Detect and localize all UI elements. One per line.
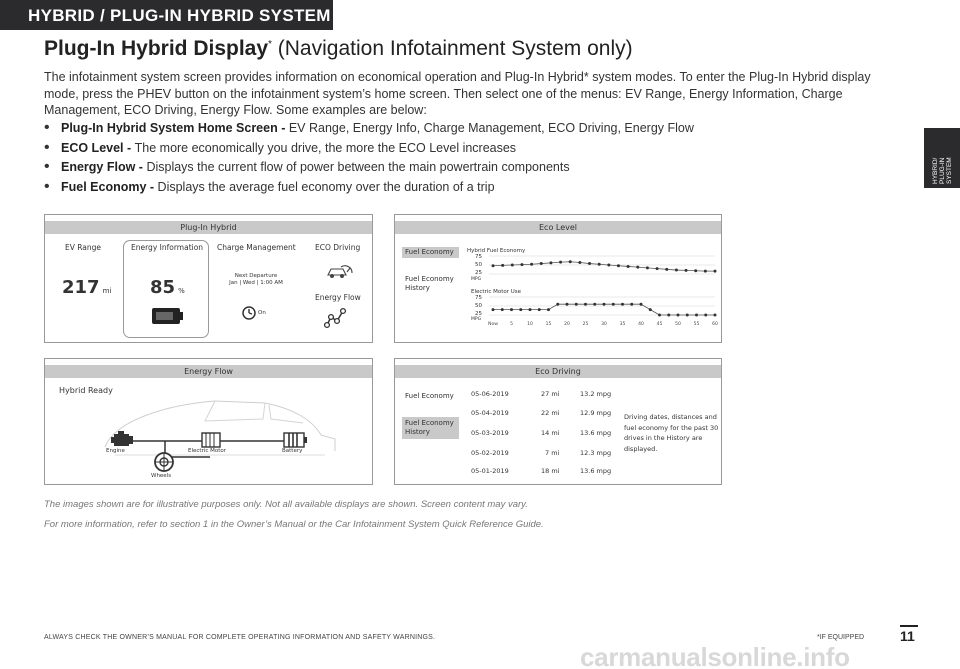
data-point [649,308,652,311]
data-point [501,264,504,267]
phev-home-screen [44,214,373,343]
history-mpg: 12.9 mpg [580,409,612,417]
data-point [646,266,649,269]
x-tick-label: Now [488,322,498,327]
data-point [584,303,587,306]
x-tick-label: 10 [527,322,533,327]
motor-label: Electric Motor [188,448,227,454]
data-point [603,303,606,306]
data-point [569,260,572,263]
engine-icon [111,431,133,449]
history-mpg: 13.2 mpg [580,390,612,398]
x-tick-label: 55 [693,322,700,327]
y-unit: MPG [471,277,482,282]
y-tick: 75 [475,254,482,260]
y-tick: 25 [475,270,482,276]
title-subtitle: (Navigation Infotainment System only) [271,37,633,60]
energy-flow-screen [44,358,373,485]
x-tick-label: 15 [545,322,552,327]
energy-flow-menu[interactable]: Energy Flow [315,293,361,302]
data-point [530,263,533,266]
list-item: • Fuel Economy - Displays the average fuel economy over the duration of a trip [44,180,904,200]
x-tick-label: 30 [601,322,607,327]
history-date: 05-02-2019 [471,449,509,457]
history-distance: 27 mi [541,390,560,398]
x-tick-label: 35 [619,322,626,327]
electric-motor-icon [201,431,221,449]
panel-header: Energy Flow [45,365,372,378]
data-point [593,303,596,306]
history-mpg: 13.6 mpg [580,467,612,475]
history-date: 05-06-2019 [471,390,509,398]
history-distance: 18 mi [541,467,560,475]
history-date: 05-04-2019 [471,409,509,417]
y-tick: 25 [475,311,482,317]
history-date: 05-01-2019 [471,467,509,475]
data-point [529,308,532,311]
site-watermark: carmanualsonline.info [580,642,850,669]
list-item: • Plug-In Hybrid System Home Screen - EV Range, Energy Info, Charge Management, ECO Driving, Energy Flow [44,121,904,141]
data-point [511,264,514,267]
energy-info-menu[interactable]: Energy Information [131,243,204,252]
disclaimer-reference: For more information, refer to section 1 in the Owner’s Manual or the Car Infotainment System Quick Reference Guide. [44,519,544,530]
history-distance: 22 mi [541,409,560,417]
data-point [492,264,495,267]
disclaimer-images: The images shown are for illustrative purposes only. Not all available displays are shown. Screen content may vary. [44,499,528,510]
chart-title: Electric Motor Use [471,289,522,295]
engine-label: Engine [106,448,125,454]
x-tick-label: 60 [712,322,718,327]
data-point [556,303,559,306]
data-point [519,308,522,311]
data-point [694,269,697,272]
data-point [640,303,643,306]
panel-header: Eco Level [395,221,721,234]
eco-driving-screen [394,358,722,485]
data-point [636,266,639,269]
battery-icon [152,308,180,324]
footer-warning: ALWAYS CHECK THE OWNER’S MANUAL FOR COMPLETE OPERATING INFORMATION AND SAFETY WARNINGS. [44,634,436,641]
battery-label: Battery [282,448,303,454]
panel-header: Eco Driving [395,365,721,378]
hybrid-status: Hybrid Ready [59,386,113,395]
energy-flow-icon[interactable] [323,307,347,329]
history-date: 05-03-2019 [471,429,509,437]
series-line [493,262,715,271]
chart-title: Hybrid Fuel Economy [467,248,526,254]
data-point [704,314,707,317]
battery-percent: 85 % [150,277,185,298]
history-mpg: 12.3 mpg [580,449,612,457]
eco-level-screen [394,214,722,343]
timer-icon[interactable] [241,305,257,321]
x-tick-label: 25 [582,322,589,327]
data-point [667,314,670,317]
data-point [540,262,543,265]
data-point [607,264,610,267]
side-tab-label: HYBRID/ PLUG-IN SYSTEM [932,157,953,184]
data-point [714,270,717,273]
data-point [621,303,624,306]
data-point [578,261,581,264]
data-point [492,308,495,311]
section-banner: HYBRID / PLUG-IN HYBRID SYSTEM [0,0,333,30]
footer-if-equipped: *IF EQUIPPED [817,634,865,641]
data-point [510,308,513,311]
car-outline-illustration [45,359,373,485]
history-distance: 7 mi [545,449,560,457]
eco-car-gauge-icon[interactable] [325,259,353,283]
tab-fuel-economy[interactable]: Fuel Economy [405,392,454,400]
page-title [44,37,633,61]
intro-paragraph: The infotainment system screen provides information on economical operation and Plug-In Hybrid* system modes. To enter the Plug-In Hybrid display mode, press the PHEV button on the infotainment system’s home screen. Then select one of the menus: EV Range, Energy Information, Charge Management, ECO Driving, Energy Flow. Some examples are below: [44,70,871,117]
data-point [501,308,504,311]
data-point [612,303,615,306]
battery-icon [283,431,307,449]
y-tick: 50 [475,303,482,309]
data-point [588,262,591,265]
data-point [695,314,698,317]
y-tick: 50 [475,262,482,268]
timer-state: On [258,310,266,316]
data-point [547,308,550,311]
tab-fuel-economy-history[interactable]: Fuel Economy History [402,417,459,439]
tab-fuel-economy[interactable]: Fuel Economy [402,247,459,258]
list-item: • ECO Level - The more economically you drive, the more the ECO Level increases [44,141,904,161]
panel-header: Plug-In Hybrid [45,221,372,234]
data-point [538,308,541,311]
data-point [686,314,689,317]
x-tick-label: 5 [510,322,513,327]
y-unit: MPG [471,317,482,322]
data-point [685,269,688,272]
data-point [566,303,569,306]
x-tick-label: 40 [638,322,644,327]
data-point [630,303,633,306]
ev-range-value: 217 mi [62,277,112,298]
section-side-tab[interactable] [924,128,960,188]
data-point [549,261,552,264]
next-departure-label: Next Departure [234,273,278,279]
history-note: Driving dates, distances and fuel economy for the past 30 drives in the History are displayed. [624,413,719,453]
history-distance: 14 mi [541,429,560,437]
data-point [617,264,620,267]
wheels-icon [153,451,175,473]
data-point [559,261,562,264]
y-tick: 75 [475,295,482,301]
data-point [675,269,678,272]
title-asterisk: * [268,39,272,50]
data-point [677,314,680,317]
page-number: 11 [900,628,915,644]
data-point [598,263,601,266]
data-point [627,265,630,268]
data-point [714,314,717,317]
data-point [665,268,668,271]
x-tick-label: 20 [564,322,570,327]
eco-driving-menu[interactable]: ECO Driving [315,243,361,252]
data-point [520,263,523,266]
title-main: Plug-In Hybrid Display [44,37,269,60]
data-point [656,267,659,270]
charge-management-menu[interactable]: Charge Management [217,243,296,252]
tab-fuel-economy-history[interactable]: Fuel Economy History [405,275,454,292]
departure-schedule: Jan | Wed | 1:00 AM [229,280,283,286]
data-point [704,270,707,273]
history-mpg: 13.6 mpg [580,429,612,437]
list-item: • Energy Flow - Displays the current flow of power between the main powertrain components [44,160,904,180]
data-point [658,314,661,317]
eco-level-chart [395,215,722,343]
data-point [575,303,578,306]
ev-range-menu[interactable]: EV Range [65,243,102,252]
x-tick-label: 50 [675,322,681,327]
wheels-label: Wheels [151,473,172,479]
feature-list [44,121,904,200]
x-tick-label: 45 [656,322,663,327]
